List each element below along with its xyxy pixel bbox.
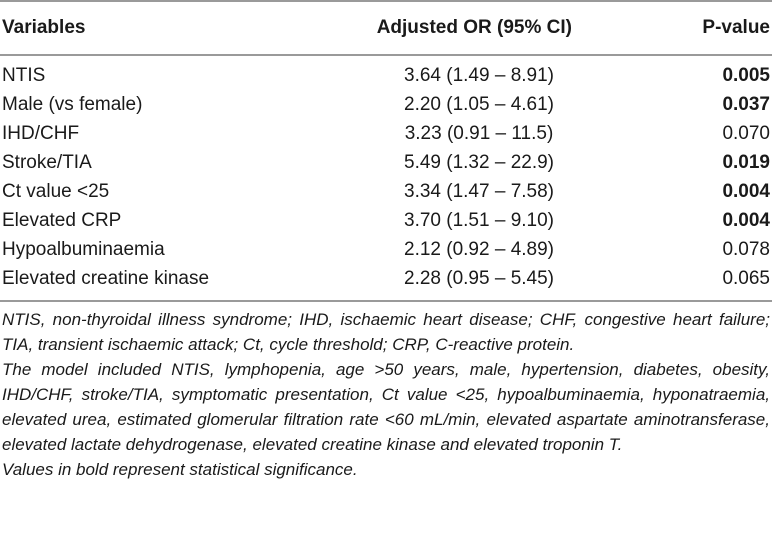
table-row [0,148,772,177]
cell-variable: Stroke/TIA [2,151,92,173]
cell-adjusted-or: 2.28 (0.95 – 5.45) [300,264,618,301]
header-adjusted-or: Adjusted OR (95% CI) [300,1,618,55]
cell-variable: NTIS [2,65,46,86]
table-row [0,177,772,206]
footnote-model: The model included NTIS, lymphopenia, age >50 years, male, hypertension, diabetes, obesity, IHD/CHF, stroke/TIA, symptomatic presentation, Ct value <25, hypoalbuminaemia, hyponatraemia, elevated urea, estimated glomerular filtration rate <60 mL/min, elevated aspartate aminotransferase, elevated lactate dehydrogenase, elevated creatine kinase and elevated troponin T. [2,360,770,454]
cell-p-value: 0.037 [722,93,770,115]
cell-adjusted-or: 3.34 (1.47 – 7.58) [404,180,554,202]
cell-adjusted-or: 2.12 (0.92 – 4.89) [404,238,554,260]
footnote-abbreviations: NTIS, non-thyroidal illness syndrome; IHD, ischaemic heart disease; CHF, congestive heart failure; TIA, transient ischaemic attack; Ct, cycle threshold; CRP, C-reactive protein. [2,310,770,354]
cell-p-value: 0.065 [618,264,772,301]
cell-variable: IHD/CHF [2,122,80,144]
table-row [0,206,772,235]
cell-adjusted-or: 3.23 (0.91 – 11.5) [404,122,554,144]
cell-p-value: 0.005 [722,65,770,86]
table-header-row [0,1,772,55]
cell-variable: Hypoalbuminaemia [2,238,165,260]
cell-adjusted-or: 5.49 (1.32 – 22.9) [404,151,554,173]
cell-adjusted-or: 2.20 (1.05 – 4.61) [404,93,554,115]
cell-p-value: 0.019 [722,151,770,173]
cell-p-value: 0.070 [722,122,770,144]
header-p-value: P-value [618,1,772,55]
cell-p-value: 0.078 [722,238,770,260]
header-variables: Variables [0,1,300,55]
table-row [0,119,772,148]
table-body [0,55,772,301]
table-row [0,235,772,264]
cell-variable: Elevated CRP [2,209,122,231]
cell-variable: Elevated creatine kinase [0,264,300,301]
cell-adjusted-or: 3.64 (1.49 – 8.91) [404,65,554,86]
table-footnotes [0,302,772,482]
cell-variable: Ct value <25 [2,180,110,202]
cell-adjusted-or: 3.70 (1.51 – 9.10) [404,209,554,231]
cell-variable: Male (vs female) [2,93,143,115]
table-row [0,55,772,90]
cell-p-value: 0.004 [722,209,770,231]
cell-p-value: 0.004 [722,180,770,202]
table-row [0,90,772,119]
table-row [0,264,772,301]
footnote-bold-note: Values in bold represent statistical significance. [2,460,358,479]
